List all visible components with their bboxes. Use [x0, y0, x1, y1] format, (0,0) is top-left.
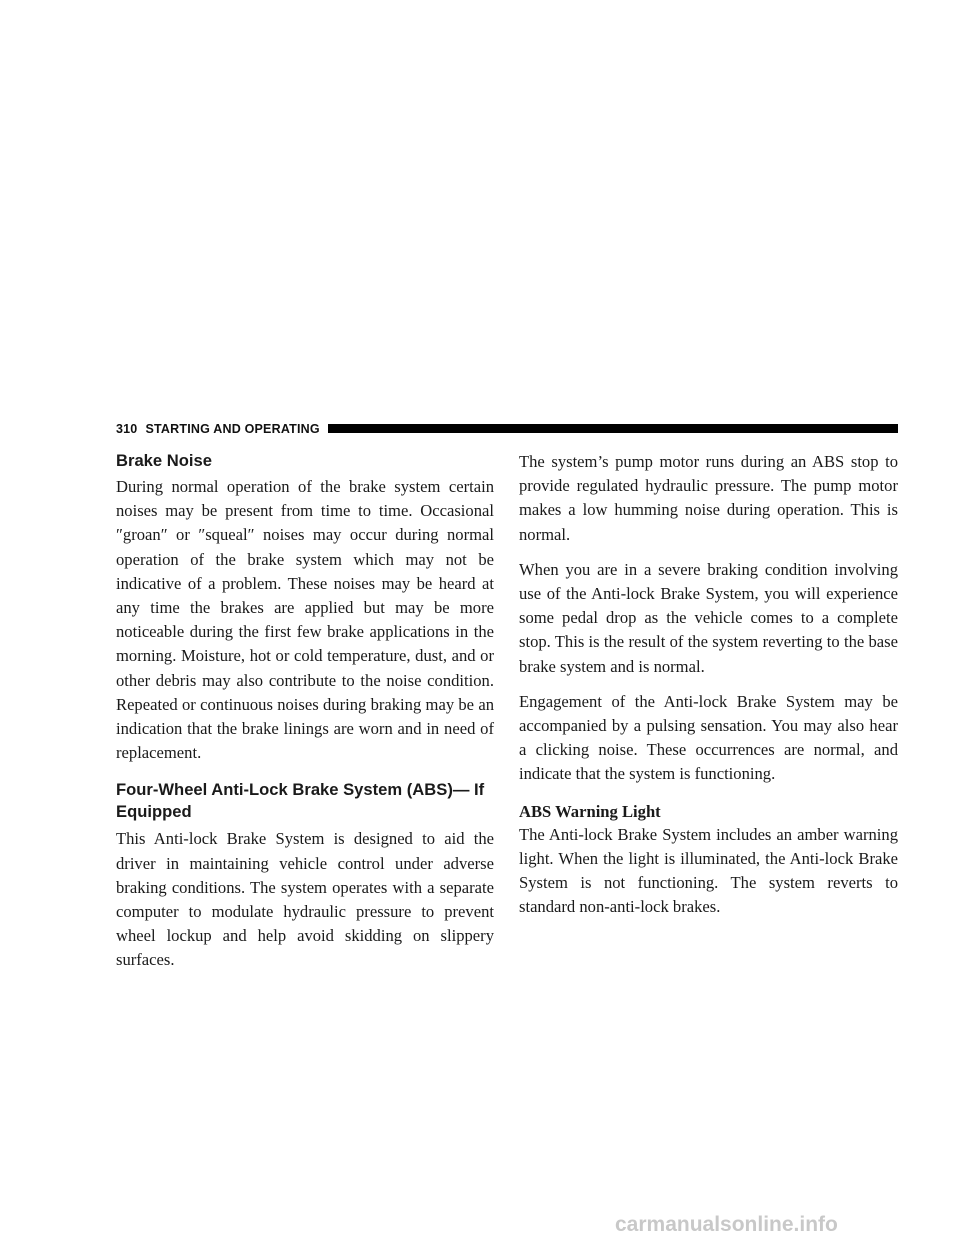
section-title: STARTING AND OPERATING [145, 421, 320, 436]
abs-heading: Four-Wheel Anti-Lock Brake System (ABS)— If Equipped [116, 780, 485, 822]
warning-light-heading: ABS Warning Light [519, 801, 661, 821]
engagement-paragraph: Engagement of the Anti-lock Brake System may be accompanied by a pulsing sensation. You may also hear a clicking noise. These occurrences are normal, and indicate that the system is functioning. [519, 691, 898, 784]
abs-paragraph: This Anti-lock Brake System is designed to aid the driver in maintaining vehicle control under adverse braking conditions. The system operates with a separate computer to modulate hydraulic pressure to prevent wheel lockup and help avoid skidding on slippery surfaces. [116, 829, 494, 970]
left-column [116, 450, 494, 973]
running-header [116, 421, 898, 436]
pump-motor-paragraph: The system’s pump motor runs during an ABS stop to provide regulated hydraulic pressure. The pump motor makes a low humming noise during operation. This is normal. [519, 452, 898, 544]
warning-light-paragraph: The Anti-lock Brake System includes an amber warning light. When the light is illuminated, the Anti-lock Brake System is not functioning. The system reverts to standard non-anti-lock brakes. [519, 824, 898, 917]
severe-braking-paragraph: When you are in a severe braking condition involving use of the Anti-lock Brake System, you will experience some pedal drop as the vehicle comes to a complete stop. This is the result of the system reverting to the base brake system and is normal. [519, 559, 898, 676]
brake-noise-heading: Brake Noise [116, 451, 212, 470]
brake-noise-paragraph: During normal operation of the brake system certain noises may be present from time to time. Occasional ″groan″ or ″squeal″ noises may occur during normal operation of the brake system which may not be indicative of a problem. These noises may be heard at any time the brakes are applied but may be more noticeable during the first few brake applications in the morning. Moisture, hot or cold temperature, dust, and or other debris may also contribute to the noise condition. Repeated or continuous noises during braking may be an indication that the brake linings are worn and in need of replacement. [116, 477, 494, 763]
watermark: carmanualsonline.info [615, 1213, 838, 1236]
header-rule [328, 424, 898, 433]
page-number: 310 [116, 421, 138, 436]
right-column [519, 450, 898, 919]
